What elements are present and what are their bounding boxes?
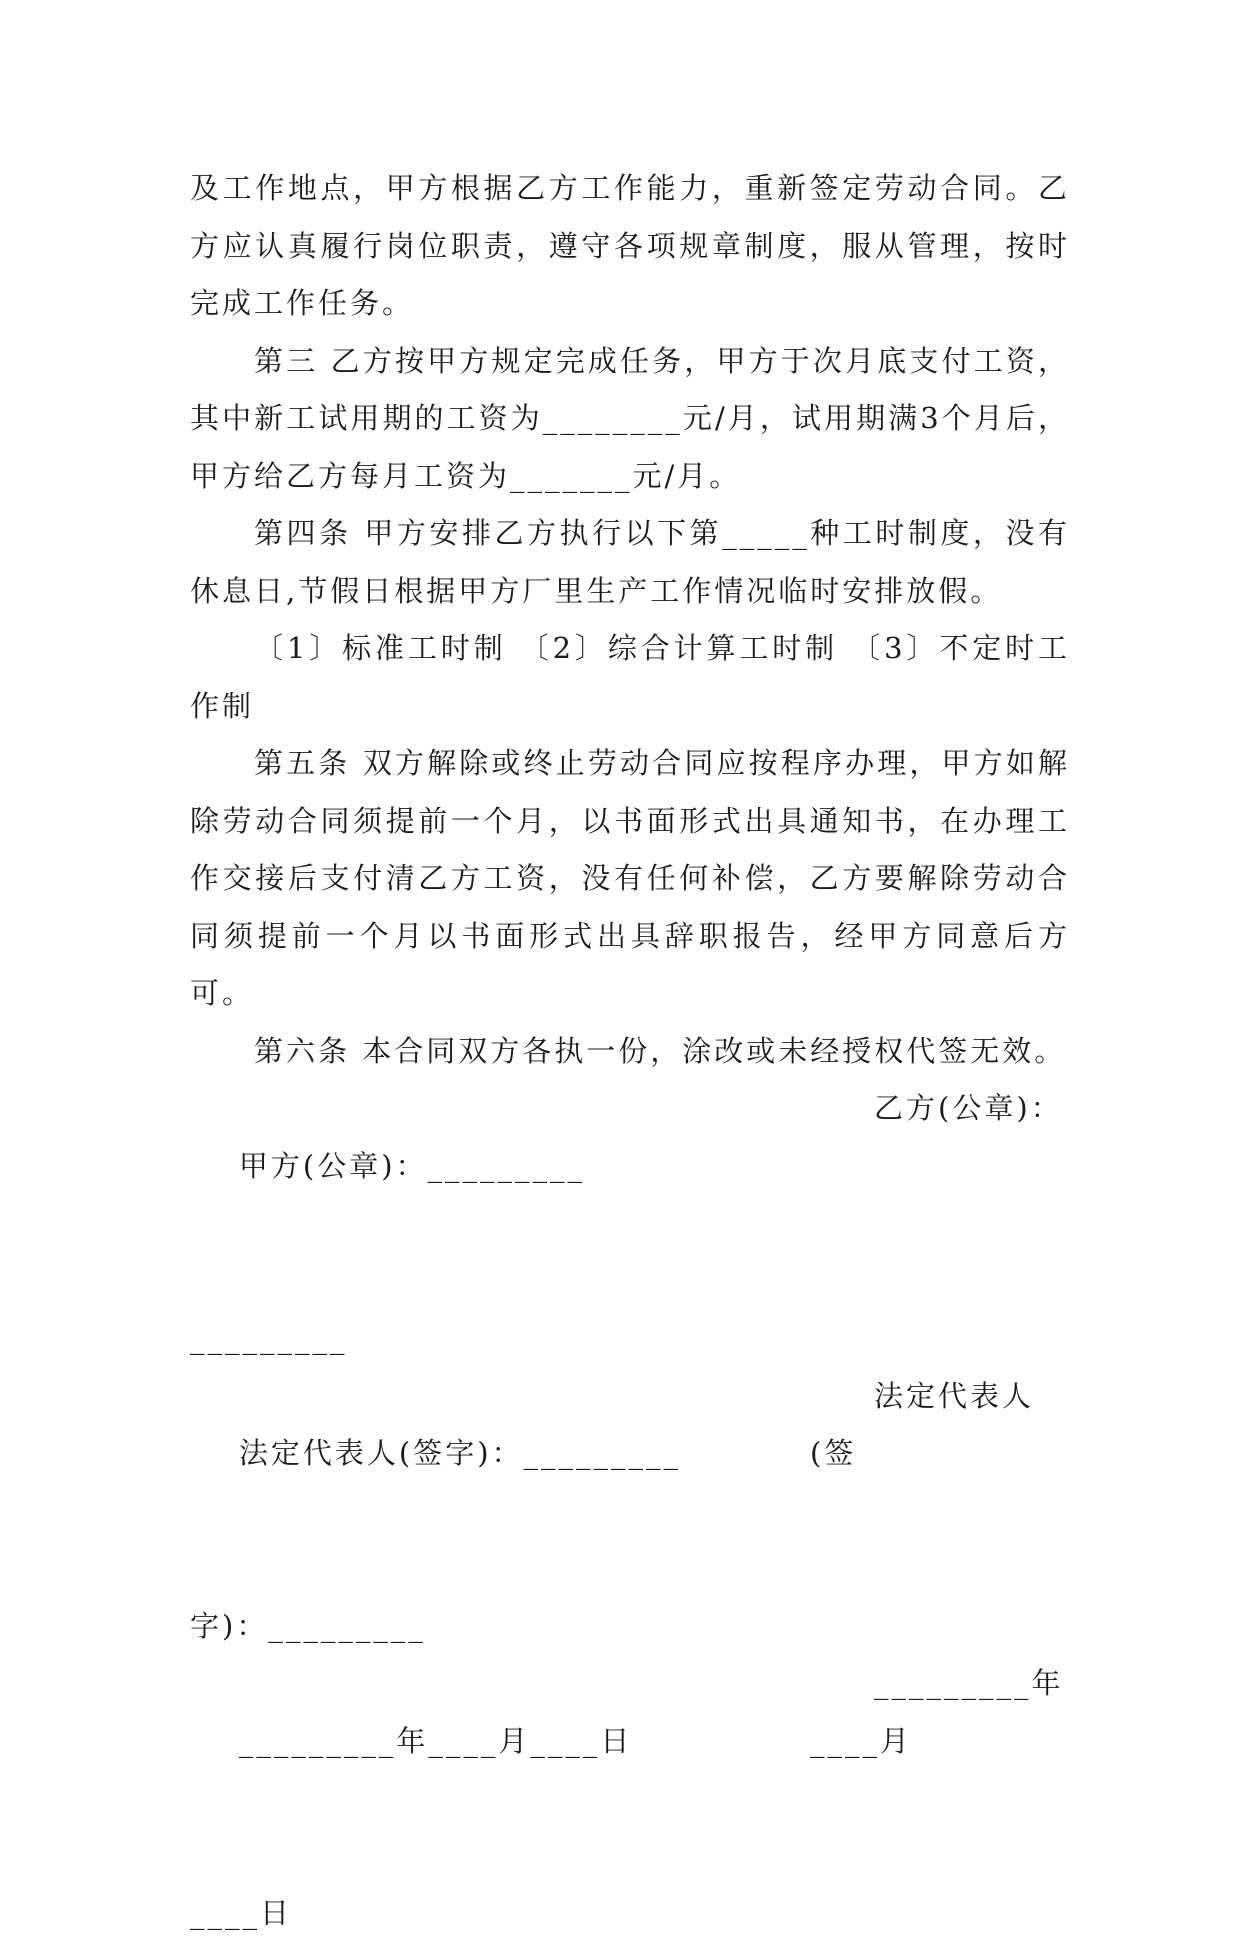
party-seal-row [190, 1080, 1070, 1310]
date-b-cont: ____日 [190, 1896, 293, 1930]
paragraph-article-3: 第三 乙方按甲方规定完成任务，甲方于次月底支付工资，其中新工试用期的工资为________元/月，试用期满3个月后，甲方给乙方每月工资为_______元/月。 [190, 343, 1070, 493]
rep-b-signature-cont: 字)：_________ [190, 1608, 426, 1643]
document-page [190, 160, 1070, 1943]
date-row [190, 1655, 1070, 1885]
paragraph-hour-options: 〔1〕标准工时制 〔2〕综合计算工时制 〔3〕不定时工作制 [190, 631, 1070, 723]
paragraph-1: 及工作地点，甲方根据乙方工作能力，重新签定劳动合同。乙方应认真履行岗位职责，遵守各项规章制度，服从管理，按时完成工作任务。 [190, 171, 1070, 320]
rep-b-signature: 法定代表人(签 [810, 1378, 1035, 1470]
rep-a-signature: 法定代表人(签字)：_________ [238, 1436, 682, 1470]
paragraph-article-6: 第六条 本合同双方各执一份，涂改或未经授权代签无效。 [254, 1033, 1067, 1068]
paragraph-article-5: 第五条 双方解除或终止劳动合同应按程序办理，甲方如解除劳动合同须提前一个月，以书面形式出具通知书，在办理工作交接后支付清乙方工资，没有任何补偿，乙方要解除劳动合同须提前一个月以书面形式出具辞职报告，经甲方同意后方可。 [190, 746, 1070, 1010]
party-b-seal-blank: _________ [190, 1321, 348, 1355]
date-b: _________年____月 [810, 1666, 1064, 1758]
party-a-seal: 甲方(公章)：_________ [238, 1148, 586, 1183]
paragraph-article-4: 第四条 甲方安排乙方执行以下第_____种工时制度，没有休息日,节假日根据甲方厂里生产工作情况临时安排放假。 [190, 516, 1070, 608]
representative-row [190, 1368, 1070, 1598]
date-a: _________年____月____日 [238, 1723, 633, 1758]
party-b-seal: 乙方(公章)： [874, 1091, 1063, 1125]
